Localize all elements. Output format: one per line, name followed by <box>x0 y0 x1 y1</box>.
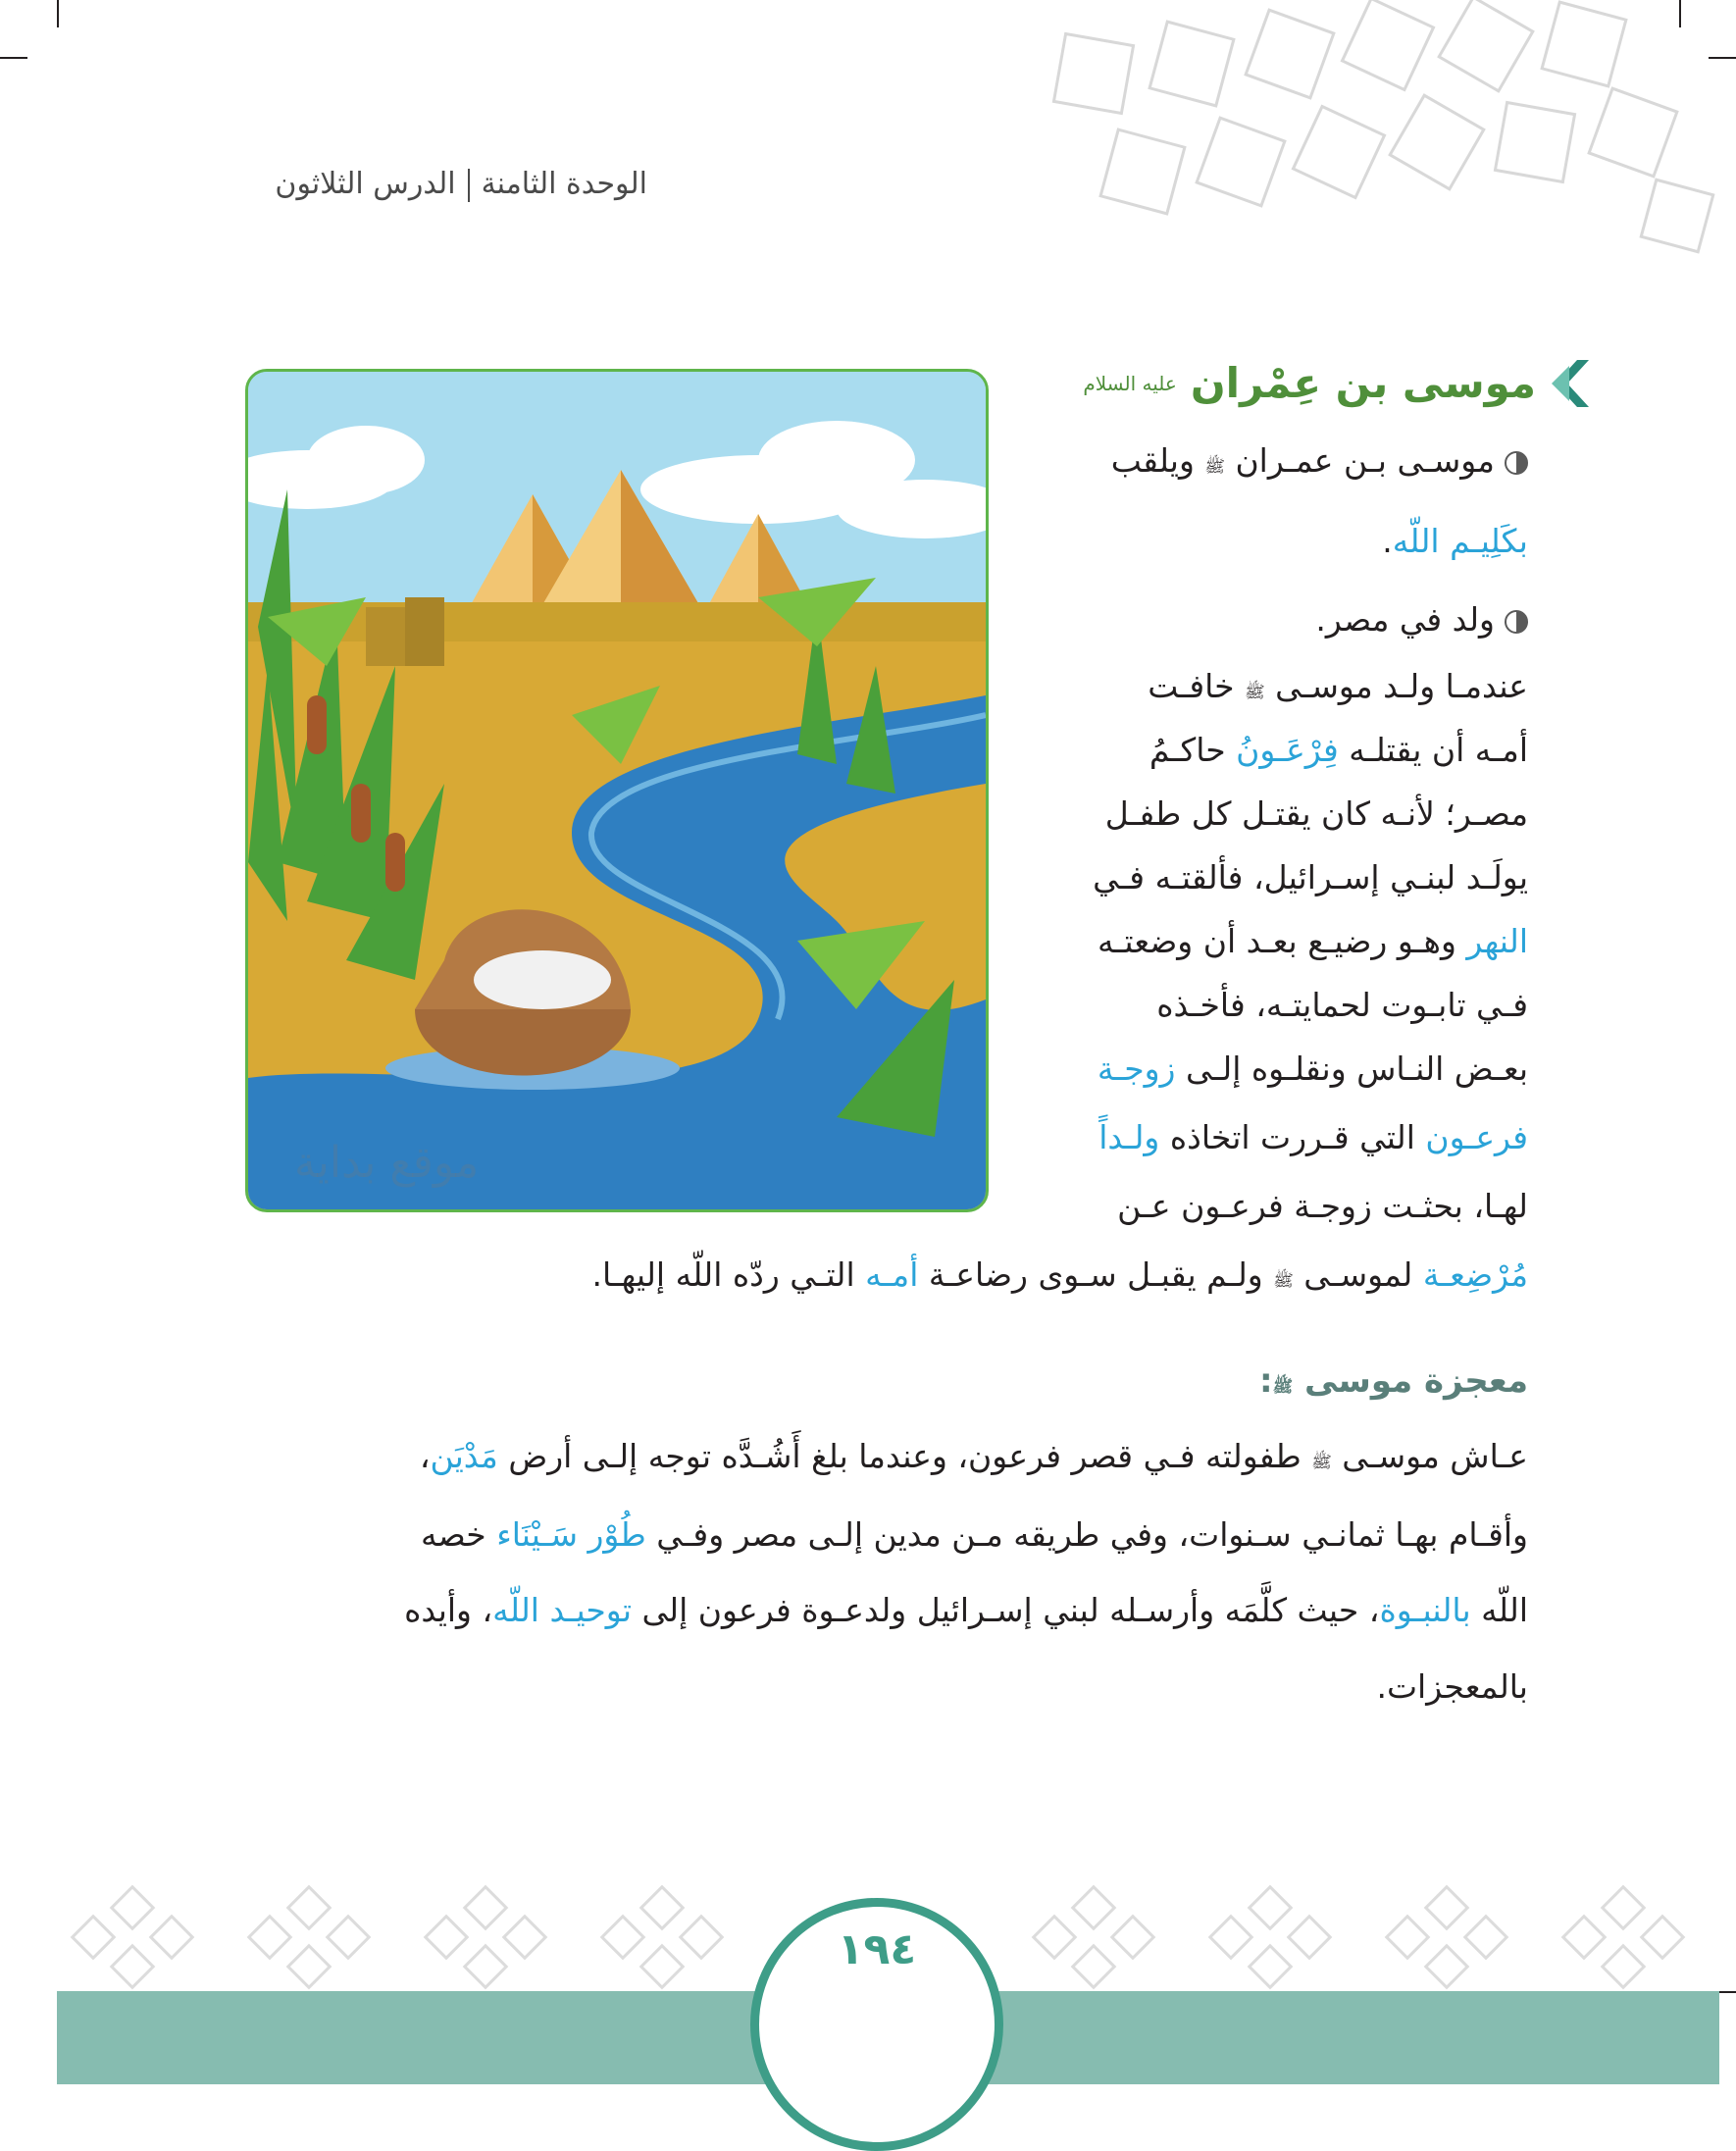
crop-mark <box>57 0 59 27</box>
laqab-highlight: بكَلِيـم اللّه <box>1392 522 1528 560</box>
decor-squares <box>1020 0 1726 265</box>
miracle-line: بالمعجزات. <box>1376 1667 1528 1706</box>
section-title-text: موسى بن عِمْران <box>1190 359 1536 407</box>
story-line: فرعـون التي قـررت اتخاذه ولـداً <box>1098 1118 1528 1156</box>
bullet-text: ولد في مصر. <box>1315 600 1495 639</box>
pbuh-mark: عليه السلام <box>1083 371 1177 395</box>
miracle-line: عـاش موسـى ﷺ طفولته فـي قصر فرعون، وعندما بلغ أَشُـدَّه توجه إلـى أرض مَدْيَن، <box>419 1437 1528 1475</box>
story-line: بعـض النـاس ونقلـوه إلـى زوجـة <box>1097 1050 1528 1088</box>
story-line: مُرْضِعـة لموسـى ﷺ ولـم يقبـل سـوى رضاعـة أمـه التـي ردّه اللّه إليهـا. <box>591 1255 1528 1294</box>
story-line: لهـا، بحثـت زوجـة فرعـون عـن <box>1117 1187 1528 1225</box>
page-number: ١٩٤ <box>837 1924 917 1974</box>
story-line: مصـر؛ لأنـه كان يقتـل كل طفـل <box>1104 794 1528 833</box>
bullet-item <box>1315 600 1528 639</box>
bullet-icon <box>1505 610 1528 634</box>
crop-mark <box>0 57 27 59</box>
laqab-line <box>1382 522 1528 560</box>
moses-nile-illustration <box>245 369 989 1212</box>
header-lesson: الدرس الثلاثون <box>275 167 456 201</box>
chevron-left-icon <box>1550 360 1589 407</box>
bullet-text: موسـى بـن عمـران <box>1235 441 1495 480</box>
watermark: موقع بداية <box>294 1138 480 1188</box>
page-number-badge <box>750 1898 1003 2151</box>
section-title <box>1083 359 1589 407</box>
running-header <box>275 167 647 202</box>
miracle-line: وأقـام بهـا ثمانـي سـنوات، وفي طريقه مـن مدين إلـى مصر وفـي طُوْر سَـيْنَاء خصه <box>420 1515 1528 1554</box>
bullet-item <box>1111 441 1528 481</box>
bullet-icon <box>1505 451 1528 475</box>
period: . <box>1382 522 1393 560</box>
story-line: عندمـا ولـد موسـى ﷺ خافـت <box>1148 667 1528 705</box>
story-line: النهر وهـو رضيـع بعـد أن وضعتـه <box>1098 922 1528 960</box>
header-unit: الوحدة الثامنة <box>481 167 647 201</box>
story-line: أمـه أن يقتلـه فِرْعَـونُ حاكـمُ <box>1149 731 1528 769</box>
nile-scene <box>248 372 986 1209</box>
miracle-heading: معجزة موسى ﷺ: <box>1258 1361 1528 1401</box>
story-line: فـي تابـوت لحمايتـه، فأخـذه <box>1156 986 1528 1024</box>
miracle-line: اللّه بالنبـوة، حيث كلَّمَه وأرسـله لبني إسـرائيل ولدعـوة فرعون إلى توحيـد اللّه، وأيده <box>404 1591 1528 1629</box>
pbuh-mark: ﷺ <box>1204 457 1225 477</box>
story-line: يولَـد لبنـي إسـرائيل، فألقتـه فـي <box>1093 858 1528 896</box>
bullet-text: ويلقب <box>1110 441 1195 480</box>
